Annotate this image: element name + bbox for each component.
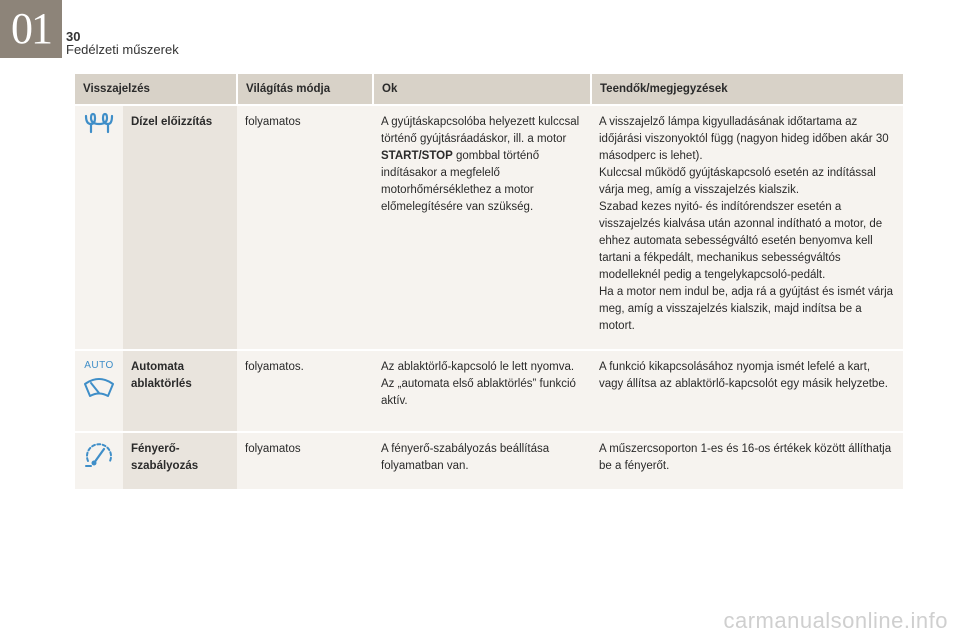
- table-row: [75, 105, 903, 350]
- note-line: Kulccsal működő gyújtáskapcsoló esetén az indítással várja meg, amíg a visszajelzés kialszik.: [599, 167, 876, 196]
- auto-wiper-icon: [79, 376, 119, 400]
- lighting-mode: folyamatos: [237, 432, 373, 489]
- notes: [591, 350, 903, 432]
- indicator-name: Automata ablaktörlés: [123, 350, 237, 432]
- cause: Az ablaktörlő-kapcsoló le lett nyomva. Az „automata első ablaktörlés” funkció aktív.: [373, 350, 591, 432]
- col-header-notes: Teendők/megjegyzések: [591, 74, 903, 105]
- headlamp-leveling-icon: [79, 439, 119, 469]
- table-row: [75, 350, 903, 432]
- page-number: 30: [66, 29, 81, 44]
- section-title: Fedélzeti műszerek: [66, 42, 179, 57]
- indicator-name: Fényerő- szabályozás: [123, 432, 237, 489]
- note-line: A visszajelző lámpa kigyulladásának időtartama az időjárási viszonyoktól függ (nagyon hideg időben akár 30 másodperc is lehet).: [599, 116, 889, 162]
- indicator-icon-cell: [75, 432, 123, 489]
- cause: A gyújtáskapcsolóba helyezett kulccsal történő gyújtásráadáskor, ill. a motor START/STOP gombbal történő indításakor a megfelelő motorhőmérséklethez a motor előmelegítésére van szükség.: [373, 105, 591, 350]
- col-header-indicator: Visszajelzés: [75, 74, 237, 105]
- indicator-name: Dízel előizzítás: [123, 105, 237, 350]
- note-line: Szabad kezes nyitó- és indítórendszer esetén a visszajelzés kialvása után azonnal indítható a motor, de ehhez automata sebességváltó esetén benyomva kell tartani a fékpedált, mechanikus sebességváltós modelleknél pedig a tengelykapcsoló-pedált.: [599, 201, 883, 281]
- table-header-row: [75, 74, 903, 105]
- cause: A fényerő-szabályozás beállítása folyamatban van.: [373, 432, 591, 489]
- note-line: A funkció kikapcsolásához nyomja ismét lefelé a kart, vagy állítsa az ablaktörlő-kapcsolót egy másik helyzetbe.: [599, 361, 888, 390]
- note-line: Ha a motor nem indul be, adja rá a gyújtást és ismét várja meg, amíg a visszajelzés kialszik, majd indítsa be a motort.: [599, 286, 894, 332]
- warning-lights-table: [75, 74, 903, 489]
- lighting-mode: folyamatos: [237, 105, 373, 350]
- auto-label: AUTO: [84, 360, 114, 371]
- glow-plug-icon: [79, 112, 119, 134]
- chapter-number: 01: [0, 0, 62, 58]
- col-header-lighting-mode: Világítás módja: [237, 74, 373, 105]
- col-header-cause: Ok: [373, 74, 591, 105]
- note-line: A műszercsoporton 1-es és 16-os értékek között állíthatja be a fényerőt.: [599, 443, 892, 472]
- indicator-icon-cell: [75, 350, 123, 432]
- notes: [591, 105, 903, 350]
- indicator-icon-cell: [75, 105, 123, 350]
- notes: [591, 432, 903, 489]
- table-row: [75, 432, 903, 489]
- start-stop-label: START/STOP: [381, 150, 453, 162]
- watermark: carmanualsonline.info: [723, 608, 948, 633]
- lighting-mode: folyamatos.: [237, 350, 373, 432]
